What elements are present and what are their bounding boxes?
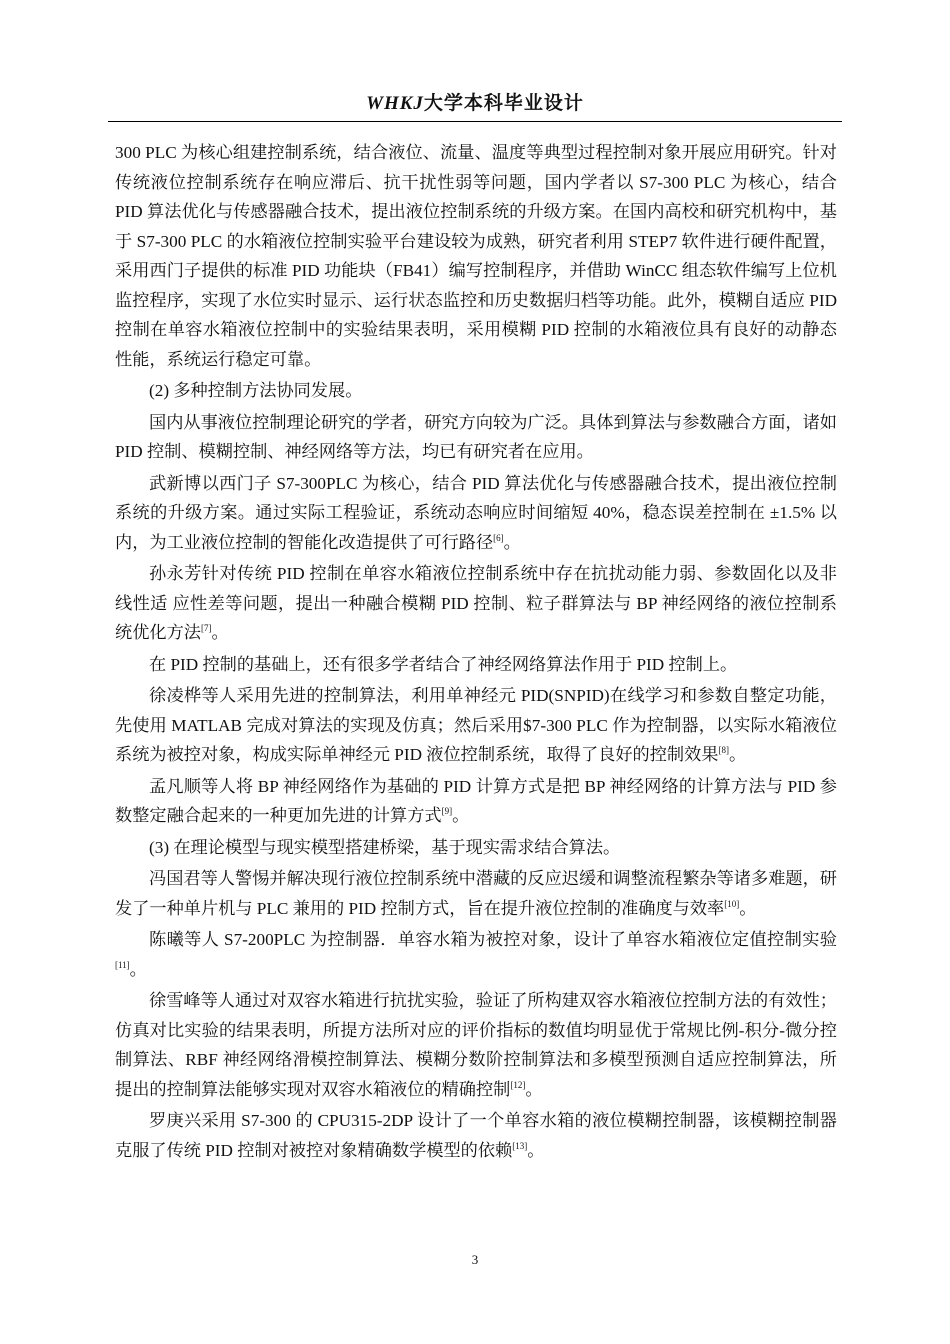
paragraph-text: 国内从事液位控制理论研究的学者，研究方向较为广泛。具体到算法与参数融合方面，诸如 PID 控制、模糊控制、神经网络等方法，均已有研究者在应用。 xyxy=(115,412,837,461)
paragraph-text: 陈曦等人 S7-200PLC 为控制器．单容水箱为被控对象，设计了单容水箱液位定值控制实验 xyxy=(149,930,837,949)
paragraph-text: (2) 多种控制方法协同发展。 xyxy=(149,381,363,400)
header-rule xyxy=(108,121,842,122)
paragraph-text: 冯国君等人警惕并解决现行液位控制系统中潜藏的反应迟缓和调整流程繁杂等诸多难题，研发了一种单片机与 PLC 兼用的 PID 控制方式，旨在提升液位控制的准确度与效率 xyxy=(115,869,837,918)
paragraph-8 xyxy=(115,833,837,863)
paragraph-12 xyxy=(115,1106,837,1165)
paragraph-tail: 。 xyxy=(728,745,747,764)
body-text xyxy=(115,138,837,1167)
paragraph-text: 孟凡顺等人将 BP 神经网络作为基础的 PID 计算方式是把 BP 神经网络的计算方法与 PID 参数整定融合起来的一种更加先进的计算方式 xyxy=(115,776,837,825)
paragraph-7 xyxy=(115,772,837,831)
header-title-cn: 大学本科毕业设计 xyxy=(423,93,584,114)
citation-ref: [8] xyxy=(718,745,729,755)
paragraph-10 xyxy=(115,925,837,984)
citation-ref: [13] xyxy=(512,1140,528,1151)
running-header xyxy=(108,88,842,115)
citation-ref: [12] xyxy=(510,1079,526,1090)
header-title-en: WHKJ xyxy=(366,93,424,114)
paragraph-tail: 。 xyxy=(525,1079,543,1099)
paragraph-tail: 。 xyxy=(129,959,147,979)
citation-ref: [10] xyxy=(724,898,740,909)
paragraph-2 xyxy=(115,408,837,467)
paragraph-11 xyxy=(115,986,837,1104)
paragraph-text: 徐凌桦等人采用先进的控制算法，利用单神经元 PID(SNPID)在线学习和参数自整定功能，先使用 MATLAB 完成对算法的实现及仿真；然后采用$7-300 PLC 作为控制器，以实际水箱液位系统为被控对象，构成实际单神经元 PID 液位控制系统，取得了良好的控制效果 xyxy=(115,686,837,764)
paragraph-tail: 。 xyxy=(503,532,521,552)
page-number: 3 xyxy=(471,1252,479,1267)
paragraph-text: 孙永芳针对传统 PID 控制在单容水箱液位控制系统中存在抗扰动能力弱、参数固化以及非线性适 应性差等问题，提出一种融合模糊 PID 控制、粒子群算法与 BP 神经网络的液位控制系统优化方法 xyxy=(115,564,837,642)
paragraph-text: 徐雪峰等人通过对双容水箱进行抗扰实验，验证了所构建双容水箱液位控制方法的有效性；仿真对比实验的结果表明，所提方法所对应的评价指标的数值均明显优于常规比例-积分-微分控制算法、RBF 神经网络滑模控制算法、模糊分数阶控制算法和多模型预测自适应控制算法，所提出的控制算法能够实现对双容水箱液位的精确控制 xyxy=(115,991,837,1099)
paragraph-5 xyxy=(115,650,837,680)
paragraph-9 xyxy=(115,864,837,923)
paragraph-0 xyxy=(115,138,837,374)
citation-ref: [6] xyxy=(493,532,504,543)
paragraph-tail: 。 xyxy=(739,898,757,918)
paragraph-tail: 。 xyxy=(527,1140,545,1160)
paragraph-tail: 。 xyxy=(211,623,229,642)
paragraph-text: (3) 在理论模型与现实模型搭建桥梁，基于现实需求结合算法。 xyxy=(149,837,621,857)
citation-ref: [7] xyxy=(200,623,212,633)
paragraph-text: 罗庚兴采用 S7-300 的 CPU315-2DP 设计了一个单容水箱的液位模糊控制器，该模糊控制器克服了传统 PID 控制对被控对象精确数学模型的依赖 xyxy=(115,1111,837,1160)
paragraph-text: 武新博以西门子 S7-300PLC 为核心，结合 PID 算法优化与传感器融合技术，提出液位控制系统的升级方案。通过实际工程验证，系统动态响应时间缩短 40%，稳态误差控制在 ±1.5% 以内，为工业液位控制的智能化改造提供了可行路径 xyxy=(115,473,837,552)
paragraph-text: 300 PLC 为核心组建控制系统，结合液位、流量、温度等典型过程控制对象开展应用研究。针对传统液位控制系统存在响应滞后、抗干扰性弱等问题，国内学者以 S7-300 PLC 为核心，结合 PID 算法优化与传感器融合技术，提出液位控制系统的升级方案。在国内高校和研究机构中，基于 S7-300 PLC 的水箱液位控制实验平台建设较为成熟，研究者利用 STEP7 软件进行硬件配置，采用西门子提供的标准 PID 功能块（FB41）编写控制程序，并借助 WinCC 组态软件编写上位机监控程序，实现了水位实时显示、运行状态监控和历史数据归档等功能。此外，模糊自适应 PID 控制在单容水箱液位控制中的实验结果表明，采用模糊 PID 控制的水箱液位具有良好的动静态性能，系统运行稳定可靠。 xyxy=(115,143,837,369)
paragraph-1 xyxy=(115,376,837,406)
paragraph-3 xyxy=(115,469,837,558)
paragraph-6 xyxy=(115,681,837,770)
paragraph-text: 在 PID 控制的基础上，还有很多学者结合了神经网络算法作用于 PID 控制上。 xyxy=(149,654,738,674)
paragraph-4 xyxy=(115,559,837,648)
paragraph-tail: 。 xyxy=(452,806,470,825)
citation-ref: [9] xyxy=(441,806,453,816)
citation-ref: [11] xyxy=(115,959,130,970)
